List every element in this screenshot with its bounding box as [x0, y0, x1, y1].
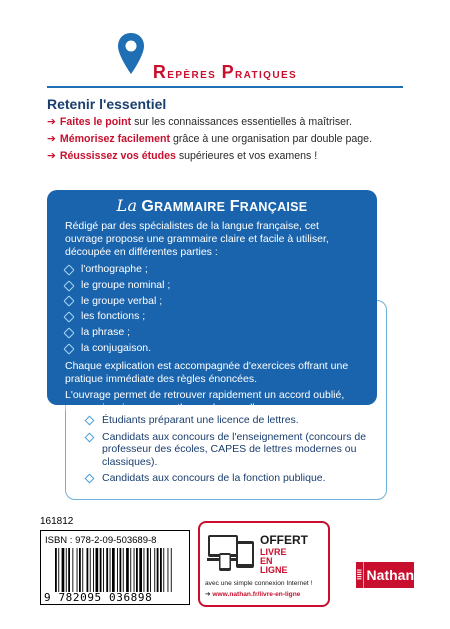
offer-subtitle: LIVRE EN LIGNE: [260, 547, 288, 575]
offer-note: avec une simple connexion Internet !: [205, 580, 313, 587]
diamond-bullet-icon: [85, 416, 95, 426]
offer-title: OFFERT: [260, 533, 308, 547]
brand-title: Repères Pratiques: [152, 62, 298, 82]
retenir-list: [47, 114, 407, 165]
list-item: ➔ Mémorisez facilement grâce à une organisation par double page.: [47, 133, 373, 145]
grammaire-para-ouvrage: L'ouvrage permet de retrouver rapidement un accord oublié, une conjugaison, une orthographe usuelle...: [65, 388, 345, 414]
diamond-bullet-icon: [63, 343, 74, 354]
grammaire-parts: [65, 262, 359, 357]
arrow-icon: ➔: [47, 116, 56, 128]
barcode-box: [40, 530, 190, 605]
list-item: le groupe nominal ;: [65, 278, 359, 294]
list-item: ➔ Réussissez vos études supérieures et vos examens !: [47, 150, 318, 162]
list-item: Étudiants préparant une licence de lettres.: [86, 414, 386, 427]
reference-code: 161812: [40, 516, 74, 527]
list-item: la conjugaison.: [65, 341, 359, 357]
offer-url: ➔ www.nathan.fr/livre-en-ligne: [205, 591, 301, 598]
nathan-logo-icon: [356, 562, 414, 588]
list-item: le groupe verbal ;: [65, 294, 359, 310]
grammaire-panel: [47, 190, 377, 414]
list-item: la phrase ;: [65, 325, 359, 341]
devices-icon: [207, 533, 257, 573]
offer-badge: [198, 521, 330, 607]
grammaire-para-exercices: Chaque explication est accompagnée d'exercices offrant une pratique immédiate des règles énoncées.: [65, 359, 349, 385]
diamond-bullet-icon: [85, 474, 95, 484]
brand-divider: [47, 86, 403, 88]
diamond-bullet-icon: [63, 280, 74, 291]
isbn-text: ISBN : 978-2-09-503689-8: [45, 535, 157, 546]
barcode-icon: [55, 548, 183, 592]
nathan-flag-icon: [356, 562, 364, 588]
list-item: Candidats aux concours de l'enseignement (concours de professeur des écoles, CAPES de lettres modernes ou classiques).: [86, 431, 386, 469]
diamond-bullet-icon: [63, 296, 74, 307]
list-item: ➔ Faites le point sur les connaissances essentielles à maîtriser.: [47, 116, 352, 128]
list-item: l'orthographe ;: [65, 262, 359, 278]
diamond-bullet-icon: [63, 327, 74, 338]
list-item: les fonctions ;: [65, 309, 359, 325]
targets-list: [86, 414, 386, 489]
diamond-bullet-icon: [63, 264, 74, 275]
list-item: Candidats aux concours de la fonction publique.: [86, 472, 386, 485]
grammaire-title: La GRAMMAIRE FRANÇAISE: [116, 196, 308, 215]
ean-number: 9 782095 036898: [44, 591, 153, 604]
arrow-icon: ➔: [47, 150, 56, 162]
diamond-bullet-icon: [85, 432, 95, 442]
arrow-icon: ➔: [47, 133, 56, 145]
publisher-name: Nathan: [366, 567, 414, 583]
diamond-bullet-icon: [63, 312, 74, 323]
grammaire-intro: Rédigé par des spécialistes de la langue française, cet ouvrage propose une grammaire claire et facile à utiliser, découpée en différentes parties :: [65, 220, 329, 258]
retenir-heading: Retenir l'essentiel: [47, 96, 167, 112]
